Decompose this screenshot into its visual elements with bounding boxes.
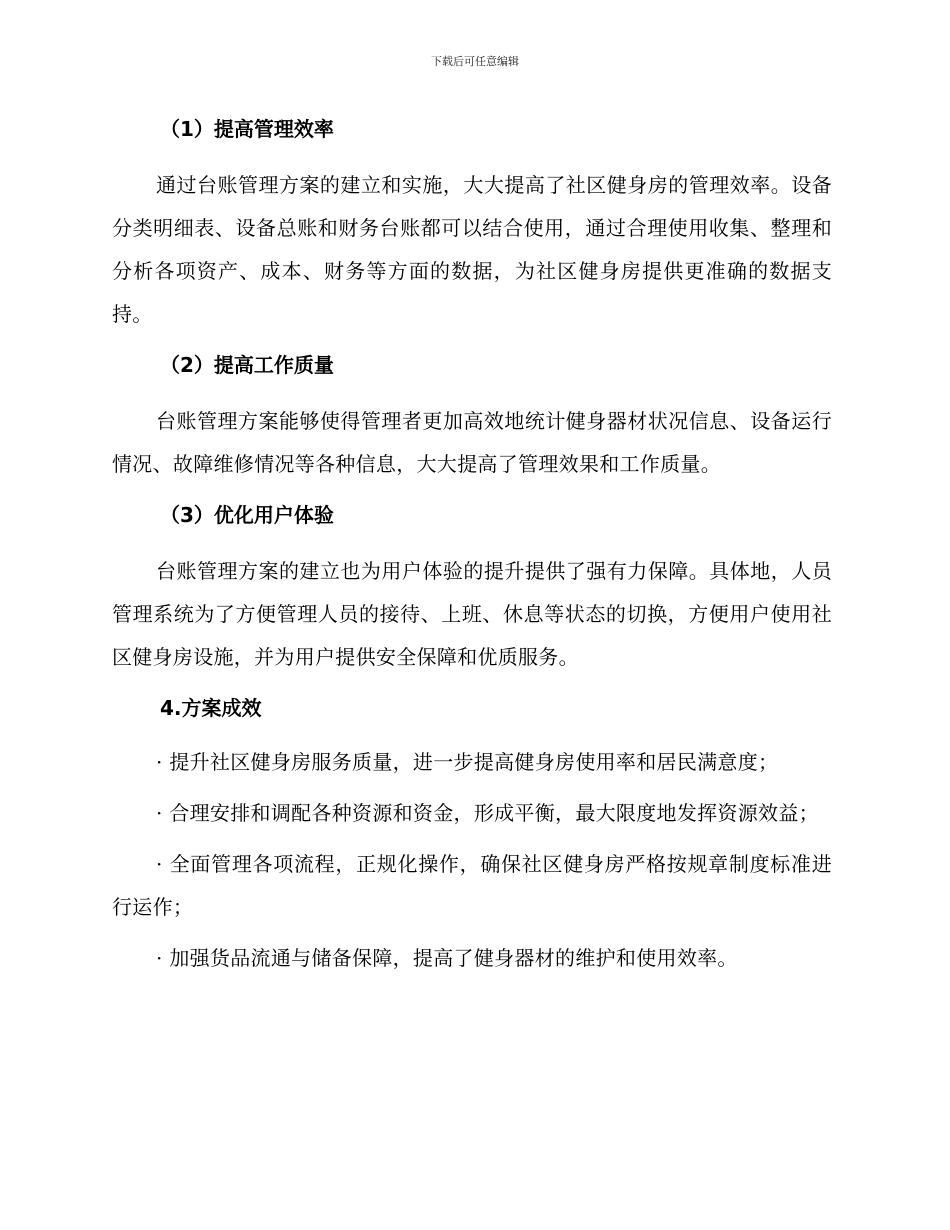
- section-heading-3: （3）优化用户体验: [160, 503, 334, 527]
- section-heading-2: （2）提高工作质量: [160, 353, 334, 377]
- section-paragraph-2: 台账管理方案能够使得管理者更加高效地统计健身器材状况信息、设备运行情况、故障维修情况等各种信息，大大提高了管理效果和工作质量。: [112, 409, 832, 476]
- document-body: [112, 108, 832, 980]
- results-heading: 4.方案成效: [160, 696, 262, 720]
- section-paragraph-3: 台账管理方案的建立也为用户体验的提升提供了强有力保障。具体地，人员管理系统为了方便管理人员的接待、上班、休息等状态的切换，方便用户使用社区健身房设施，并为用户提供安全保障和优质服务。: [112, 559, 832, 669]
- section-paragraph-1: 通过台账管理方案的建立和实施，大大提高了社区健身房的管理效率。设备分类明细表、设备总账和财务台账都可以结合使用，通过合理使用收集、整理和分析各项资产、成本、财务等方面的数据，为社区健身房提供更准确的数据支持。: [112, 173, 832, 326]
- section-heading-1: （1）提高管理效率: [160, 117, 334, 141]
- page-header: 下载后可任意编辑: [431, 55, 519, 68]
- results-bullet-3: · 全面管理各项流程，正规化操作，确保社区健身房严格按规章制度标准进行运作；: [112, 852, 832, 919]
- results-bullet-4: · 加强货品流通与储备保障，提高了健身器材的维护和使用效率。: [156, 946, 738, 970]
- results-bullet-1: · 提升社区健身房服务质量，进一步提高健身房使用率和居民满意度；: [156, 750, 779, 774]
- results-bullet-2: · 合理安排和调配各种资源和资金，形成平衡，最大限度地发挥资源效益；: [156, 801, 819, 825]
